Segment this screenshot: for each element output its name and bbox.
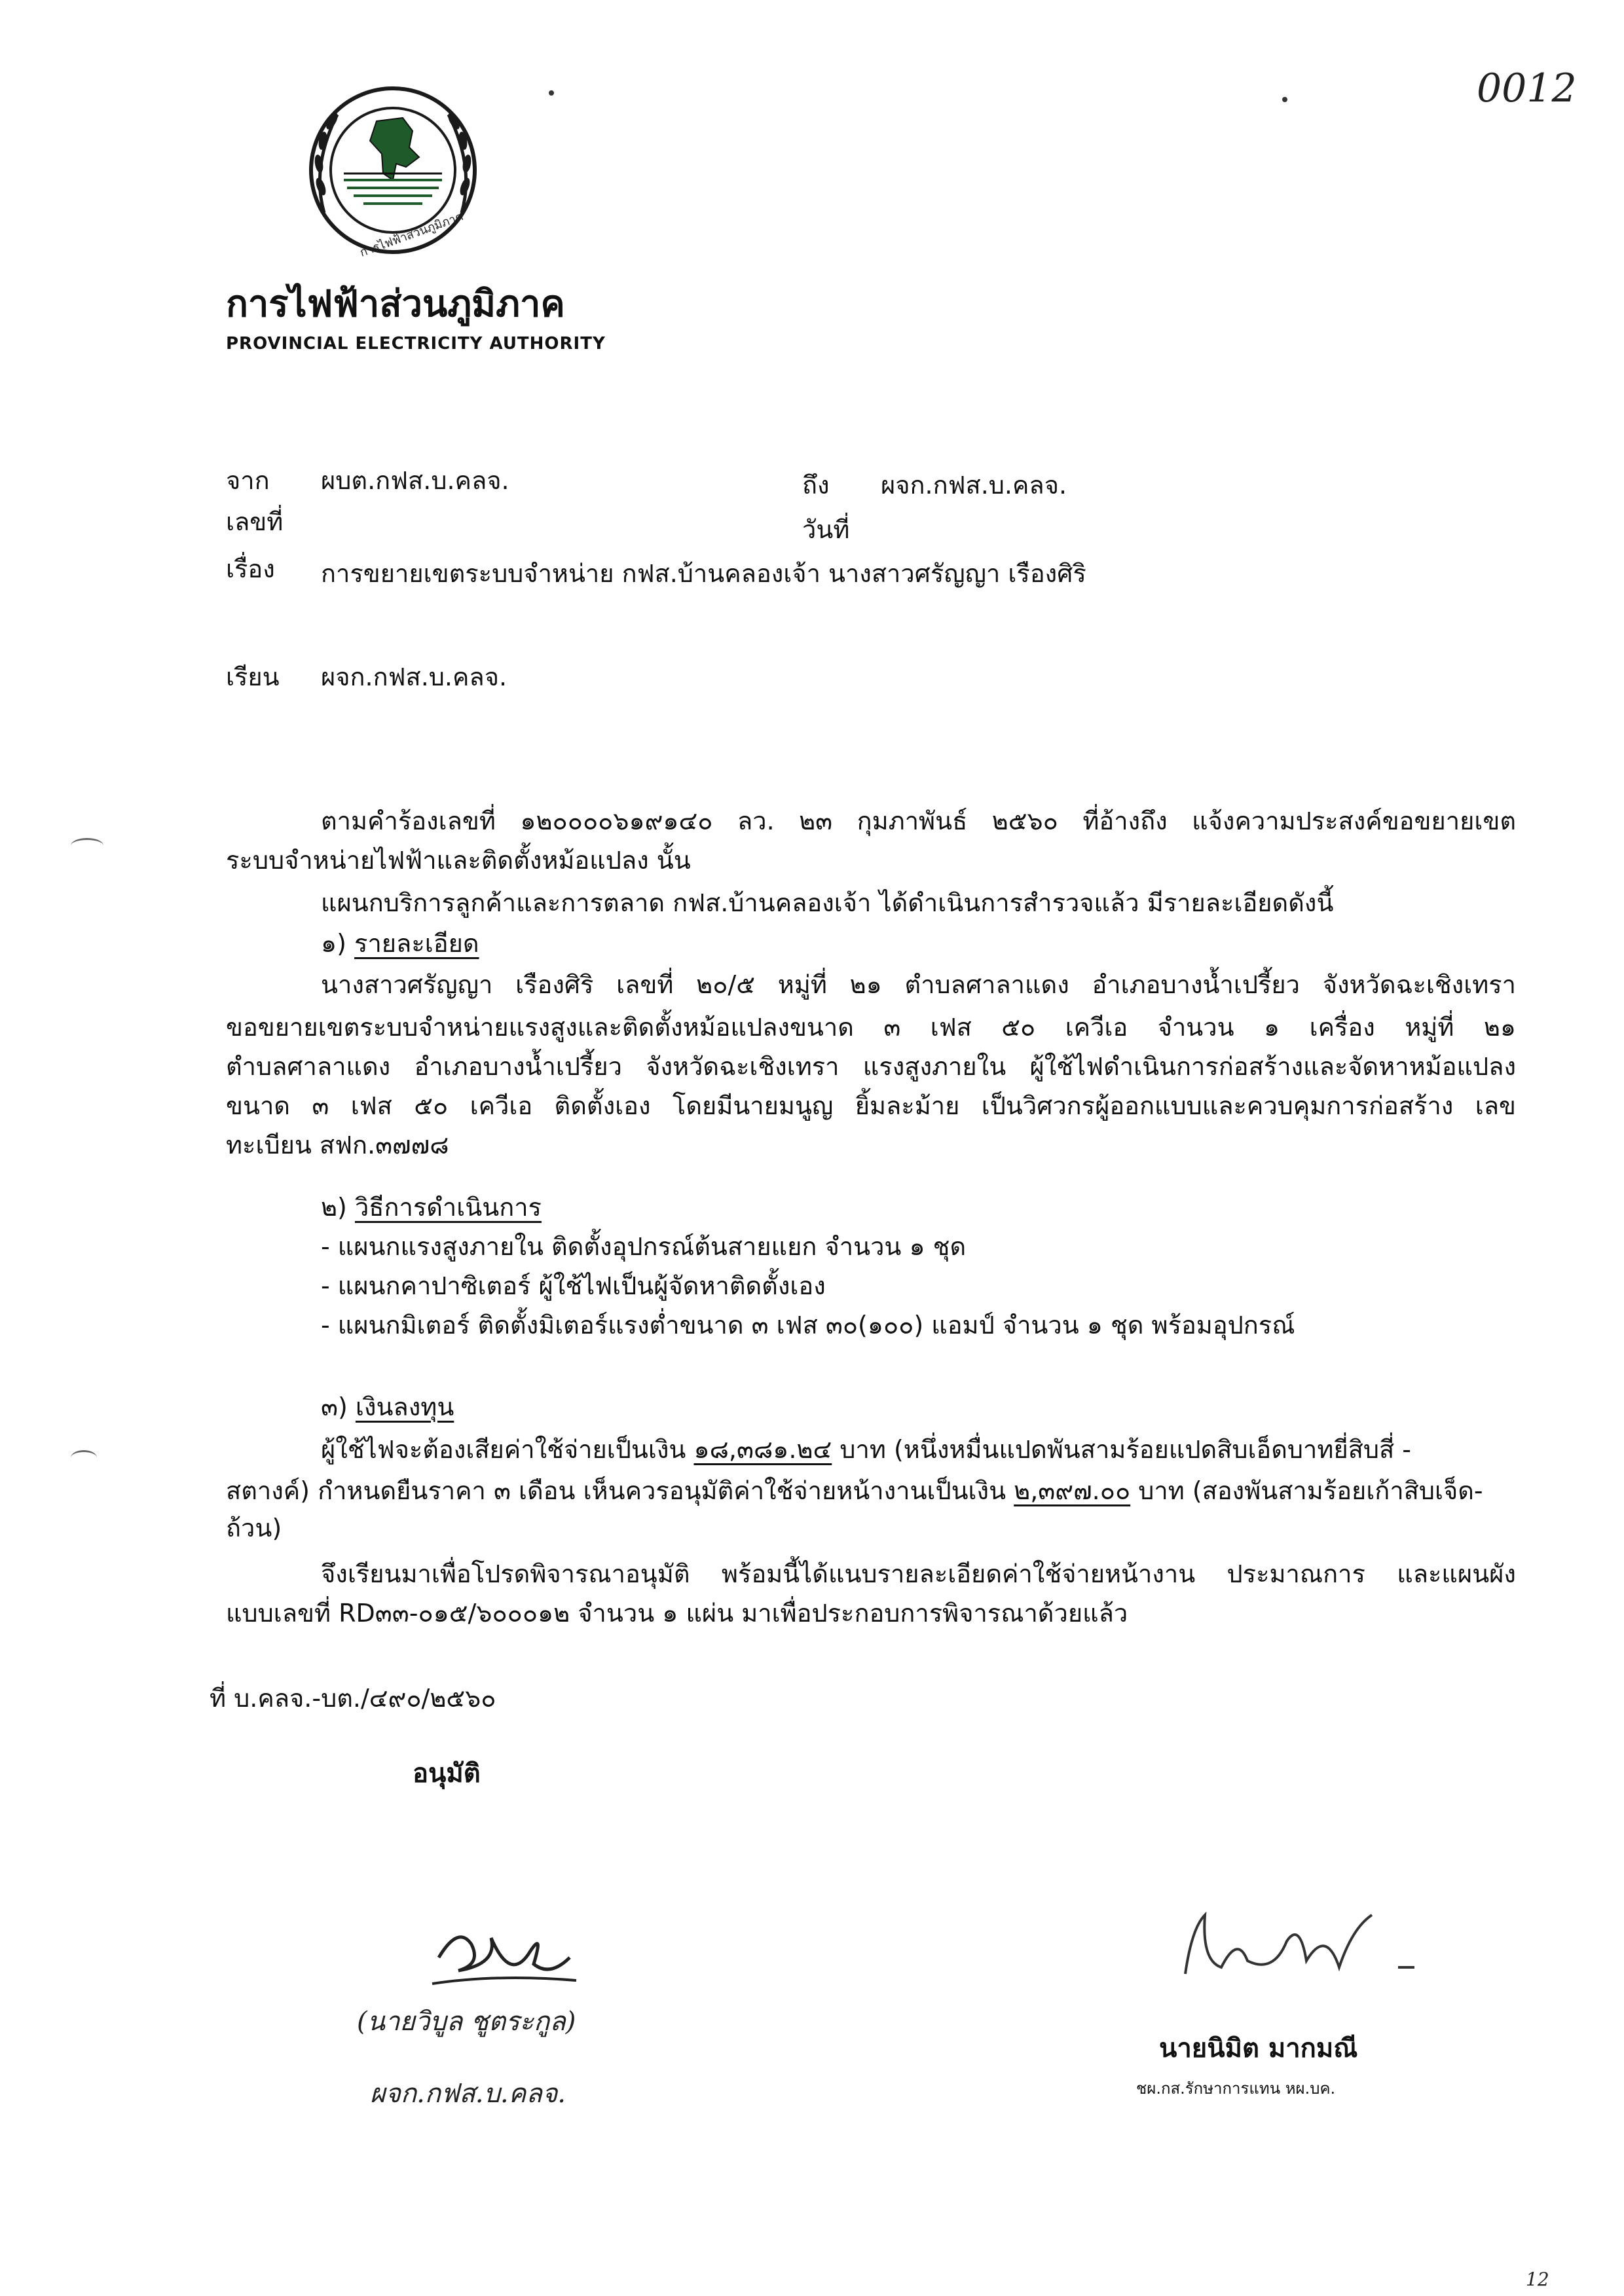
section-1-line-4: ขนาด ๓ เฟส ๕๐ เควีเอ ติดตั้งเอง โดยมีนายมนูญ ยิ้มละม้าย เป็นวิศวกรผู้ออกแบบและควบคุมการก่อสร้าง เลข	[226, 1091, 1516, 1120]
section-1-line-5: ทะเบียน สฟก.๓๗๗๘	[226, 1131, 449, 1159]
investment-amount: ๑๘,๓๘๑.๒๔	[693, 1435, 832, 1464]
org-name-thai: การไฟฟ้าส่วนภูมิภาค	[226, 283, 565, 325]
scan-speck	[549, 90, 554, 96]
section-3-line-1-post: บาท (หนึ่งหมื่นแปดพันสามร้อยแปดสิบเอ็ดบาทยี่สิบสี่ -	[832, 1435, 1412, 1464]
paragraph-2: แผนกบริการลูกค้าและการตลาด กฟส.บ้านคลองเจ้า ได้ดำเนินการสำรวจแล้ว มีรายละเอียดดังนี้	[321, 888, 1334, 917]
page-number-handwritten: 0012	[1477, 65, 1577, 111]
footer-mark: 12	[1526, 2269, 1549, 2290]
section-1-title: รายละเอียด	[354, 929, 479, 958]
section-2-title: วิธีการดำเนินการ	[354, 1193, 542, 1222]
section-1-line-3: ตำบลศาลาแดง อำเภอบางน้ำเปรี้ยว จังหวัดฉะเชิงเทรา แรงสูงภายใน ผู้ใช้ไฟดำเนินการก่อสร้างและจัดหาหม้อแปลง	[226, 1052, 1516, 1081]
signature-right-title: ชผ.กส.รักษาการแทน หผ.บค.	[1136, 2079, 1336, 2098]
paragraph-1-line-2: ระบบจำหน่ายไฟฟ้าและติดตั้งหม้อแปลง นั้น	[226, 846, 691, 875]
number-label: เลขที่	[226, 507, 284, 536]
section-3-line-1-pre: ผู้ใช้ไฟจะต้องเสียค่าใช้จ่ายเป็นเงิน	[321, 1435, 694, 1464]
subject-value: การขยายเขตระบบจำหน่าย กฟส.บ้านคลองเจ้า นางสาวศรัญญา เรืองศิริ	[321, 559, 1086, 588]
signature-left-name: (นายวิบูล ชูตระกูล)	[357, 2007, 576, 2037]
section-3-number: ๓)	[321, 1393, 348, 1421]
section-1-line-2: ขอขยายเขตระบบจำหน่ายแรงสูงและติดตั้งหม้อแปลงขนาด ๓ เฟส ๕๐ เควีเอ จำนวน ๑ เครื่อง หมู่ที่ ๒๑	[226, 1013, 1516, 1042]
section-3-line-2-post: บาท (สองพันสามร้อยเก้าสิบเจ็ด-	[1130, 1476, 1483, 1505]
site-cost-amount: ๒,๓๙๗.๐๐	[1014, 1476, 1131, 1505]
section-1-heading	[321, 924, 479, 962]
section-2-item: - แผนกแรงสูงภายใน ติดตั้งอุปกรณ์ต้นสายแยก จำนวน ๑ ชุด	[321, 1232, 967, 1261]
scan-speck	[1282, 97, 1287, 102]
approve-label: อนุมัติ	[413, 1758, 481, 1789]
closing-line-1: จึงเรียนมาเพื่อโปรดพิจารณาอนุมัติ พร้อมนี้ได้แนบรายละเอียดค่าใช้จ่ายหน้างาน ประมาณการ และแผนผัง	[321, 1559, 1516, 1588]
section-1-number: ๑)	[321, 929, 346, 958]
reference-number: ที่ บ.คลจ.-บต./๔๙๐/๒๕๖๐	[210, 1684, 496, 1713]
signature-left-mark	[419, 1918, 589, 1997]
section-1-line-1: นางสาวศรัญญา เรืองศิริ เลขที่ ๒๐/๕ หมู่ที่ ๒๑ ตำบลศาลาแดง อำเภอบางน้ำเปรี้ยว จังหวัดฉะเชิงเทรา	[321, 970, 1516, 999]
section-2-heading	[321, 1188, 542, 1226]
section-3-title: เงินลงทุน	[355, 1393, 454, 1421]
signature-right-mark	[1175, 1902, 1437, 1987]
date-label: วันที่	[802, 515, 850, 544]
to-label: ถึง	[802, 471, 830, 500]
subject-label: เรื่อง	[226, 555, 275, 583]
section-2-number: ๒)	[321, 1193, 347, 1222]
signature-right-name: นายนิมิต มากมณี	[1159, 2033, 1358, 2064]
paragraph-1-line-1: ตามคำร้องเลขที่ ๑๒๐๐๐๐๖๑๙๑๔๐ ลว. ๒๓ กุมภาพันธ์ ๒๕๖๐ ที่อ้างถึง แจ้งความประสงค์ขอขยายเขต	[321, 807, 1516, 835]
section-3-heading	[321, 1388, 454, 1426]
from-value: ผบต.กฟส.บ.คลจ.	[321, 466, 509, 495]
to-value: ผจก.กฟส.บ.คลจ.	[881, 471, 1067, 500]
section-3-line-1	[321, 1430, 1411, 1468]
section-2-item: - แผนกคาปาซิเตอร์ ผู้ใช้ไฟเป็นผู้จัดหาติดตั้งเอง	[321, 1271, 826, 1300]
section-3-line-2-pre: สตางค์) กำหนดยืนราคา ๓ เดือน เห็นควรอนุมัติค่าใช้จ่ายหน้างานเป็นเงิน	[226, 1476, 1014, 1505]
signature-left-title: ผจก.กฟส.บ.คลจ.	[370, 2079, 566, 2109]
section-2-item: - แผนกมิเตอร์ ติดตั้งมิเตอร์แรงต่ำขนาด ๓ เฟส ๓๐(๑๐๐) แอมป์ จำนวน ๑ ชุด พร้อมอุปกรณ์	[321, 1311, 1295, 1339]
salutation-value: ผจก.กฟส.บ.คลจ.	[321, 663, 507, 691]
pea-logo	[298, 75, 488, 265]
section-3-line-2	[226, 1472, 1483, 1510]
margin-mark	[71, 838, 103, 853]
org-name-english: PROVINCIAL ELECTRICITY AUTHORITY	[226, 334, 606, 354]
salutation-label: เรียน	[226, 663, 280, 691]
closing-line-2: แบบเลขที่ RD๓๓-๐๑๕/๖๐๐๐๑๒ จำนวน ๑ แผ่น มาเพื่อประกอบการพิจารณาด้วยแล้ว	[226, 1599, 1128, 1628]
margin-mark	[71, 1450, 97, 1465]
from-label: จาก	[226, 466, 270, 495]
logo-ring-text: การไฟฟ้าส่วนภูมิภาค	[358, 210, 466, 260]
section-3-line-3: ถ้วน)	[226, 1514, 282, 1542]
